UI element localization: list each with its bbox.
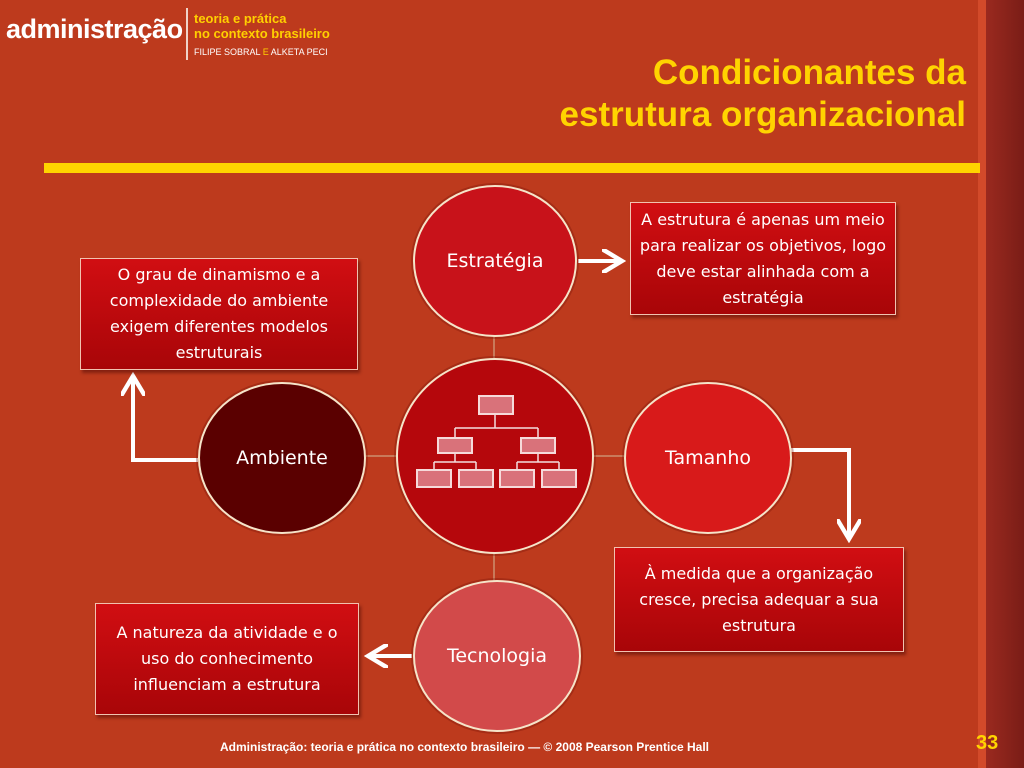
- author-separator: E: [262, 47, 269, 57]
- title-line-2: estrutura organizacional: [559, 95, 966, 134]
- node-estrategia-label: Estratégia: [446, 250, 544, 272]
- arrow-ambiente: [133, 380, 198, 460]
- logo-subtitle-line2: no contexto brasileiro: [194, 26, 330, 41]
- footer-text: Administração: teoria e prática no contexto brasileiro — © 2008 Pearson Prentice Hall: [220, 740, 710, 754]
- box-ambiente: [80, 258, 358, 370]
- box-tecnologia-text: A natureza da atividade e o uso do conhecimento influenciam a estrutura: [116, 623, 338, 694]
- arrow-tamanho: [790, 450, 849, 535]
- node-estrategia: [413, 185, 577, 337]
- node-ambiente: [198, 382, 366, 534]
- page-number: 33: [976, 732, 999, 754]
- box-tamanho: [614, 547, 904, 652]
- box-tamanho-text: À medida que a organização cresce, precisa adequar a sua estrutura: [639, 563, 879, 635]
- author-2: ALKETA PECI: [270, 47, 328, 57]
- logo-title: administração: [6, 14, 183, 44]
- title-line-1: Condicionantes da: [652, 53, 966, 92]
- logo-subtitle-line1: teoria e prática: [194, 11, 287, 26]
- box-ambiente-text: O grau de dinamismo e a complexidade do ambiente exigem diferentes modelos estruturais: [109, 265, 329, 362]
- node-tamanho: [624, 382, 792, 534]
- node-ambiente-label: Ambiente: [236, 447, 328, 469]
- node-tamanho-label: Tamanho: [665, 447, 751, 469]
- org-chart-icon: [398, 360, 592, 552]
- box-estrategia: [630, 202, 896, 315]
- node-tecnologia-label: Tecnologia: [446, 645, 548, 667]
- author-1: FILIPE SOBRAL: [194, 47, 261, 57]
- node-tecnologia: [413, 580, 581, 732]
- box-tecnologia: [95, 603, 359, 715]
- box-estrategia-text: A estrutura é apenas um meio para realizar os objetivos, logo deve estar alinhada com a estratégia: [639, 209, 887, 307]
- center-structure-circle: [396, 358, 594, 554]
